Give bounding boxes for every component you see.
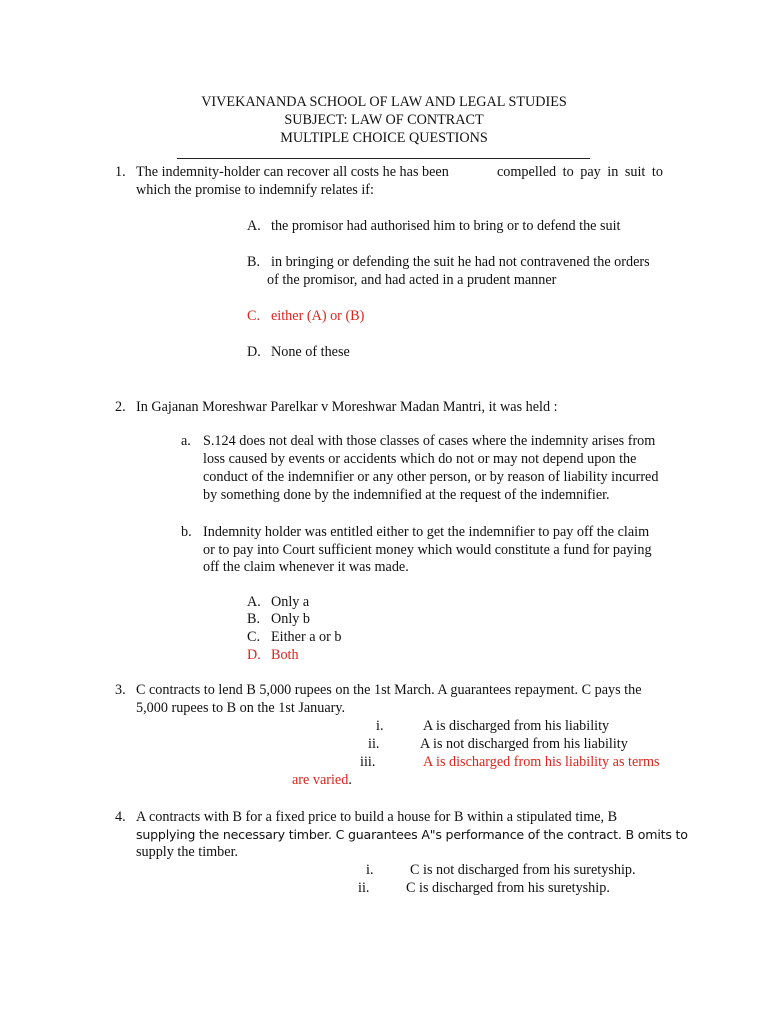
q1-option-b-label: B. [247, 254, 261, 270]
q1-option-c-answer: either (A) or (B) [271, 308, 365, 324]
q2-statement-b-line2: or to pay into Court sufficient money which would constitute a fund for paying [203, 542, 652, 558]
subject-title: SUBJECT: LAW OF CONTRACT [284, 112, 484, 128]
q4-text-line3: supply the timber. [136, 844, 239, 860]
q2-statement-b-label: b. [181, 524, 192, 540]
school-title: VIVEKANANDA SCHOOL OF LAW AND LEGAL STUDIES [201, 94, 567, 110]
q3-option-i-label: i. [376, 718, 384, 734]
q2-option-d-label: D. [247, 647, 261, 663]
q3-option-iii-answer-line2-text: are varied [292, 772, 349, 788]
q3-option-i: A is discharged from his liability [423, 718, 610, 734]
q2-option-b-label: B. [247, 611, 261, 627]
q2-option-a: Only a [271, 594, 310, 610]
q1-option-b-line2: of the promisor, and had acted in a prudent manner [267, 272, 557, 288]
q2-statement-b-line1: Indemnity holder was entitled either to get the indemnifier to pay off the claim [203, 524, 650, 540]
q4-number: 4. [115, 809, 126, 825]
q4-text-line1: A contracts with B for a fixed price to build a house for B within a stipulated time, B [136, 809, 618, 825]
q4-text-line2: supplying the necessary timber. C guarantees A"s performance of the contract. B omits to [136, 827, 688, 842]
q1-option-a: the promisor had authorised him to bring or to defend the suit [271, 218, 621, 234]
q2-option-a-label: A. [247, 594, 261, 610]
q3-option-iii-label: iii. [360, 754, 376, 770]
q3-number: 3. [115, 682, 126, 698]
q2-statement-a-line4: by something done by the indemnified at the request of the indemnifier. [203, 487, 610, 503]
q1-option-b-line1: in bringing or defending the suit he had not contravened the orders [271, 254, 650, 270]
q1-option-d: None of these [271, 344, 350, 360]
q2-option-c-label: C. [247, 629, 261, 645]
q4-option-ii: C is discharged from his suretyship. [406, 880, 610, 896]
document-type-title: MULTIPLE CHOICE QUESTIONS [280, 130, 488, 146]
q1-option-a-label: A. [247, 218, 261, 234]
q2-statement-a-line2: loss caused by events or accidents which do not or may not depend upon the [203, 451, 637, 467]
q1-option-d-label: D. [247, 344, 261, 360]
q1-option-c-label: C. [247, 308, 261, 324]
q3-text-line1: C contracts to lend B 5,000 rupees on the 1st March. A guarantees repayment. C pays the [136, 682, 642, 698]
q3-option-iii-answer-line1: A is discharged from his liability as terms [423, 754, 660, 770]
q2-statement-a-label: a. [181, 433, 191, 449]
q4-option-i-label: i. [366, 862, 374, 878]
q2-option-d-answer: Both [271, 647, 299, 663]
q1-text-line2: which the promise to indemnify relates if: [136, 182, 374, 198]
header-underline [177, 158, 590, 159]
q1-text-line1a: The indemnity-holder can recover all costs he has been [136, 164, 449, 180]
q4-option-i: C is not discharged from his suretyship. [410, 862, 636, 878]
q2-statement-a-line3: conduct of the indemnifier or any other person, or by reason of liability incurred [203, 469, 659, 485]
q2-option-b: Only b [271, 611, 311, 627]
q3-text-line2: 5,000 rupees to B on the 1st January. [136, 700, 346, 716]
q2-text: In Gajanan Moreshwar Parelkar v Moreshwar Madan Mantri, it was held : [136, 399, 558, 415]
q2-number: 2. [115, 399, 126, 415]
q1-number: 1. [115, 164, 126, 180]
q4-option-ii-label: ii. [358, 880, 370, 896]
q3-option-ii-label: ii. [368, 736, 380, 752]
q3-option-ii: A is not discharged from his liability [420, 736, 628, 752]
q1-text-line1b: compelled to pay in suit to [497, 164, 663, 180]
q3-option-iii-period: . [348, 772, 352, 788]
q2-statement-b-line3: off the claim whenever it was made. [203, 559, 409, 575]
q3-option-iii-answer-line2 [292, 772, 352, 790]
q2-statement-a-line1: S.124 does not deal with those classes of cases where the indemnity arises from [203, 433, 656, 449]
q2-option-c: Either a or b [271, 629, 342, 645]
